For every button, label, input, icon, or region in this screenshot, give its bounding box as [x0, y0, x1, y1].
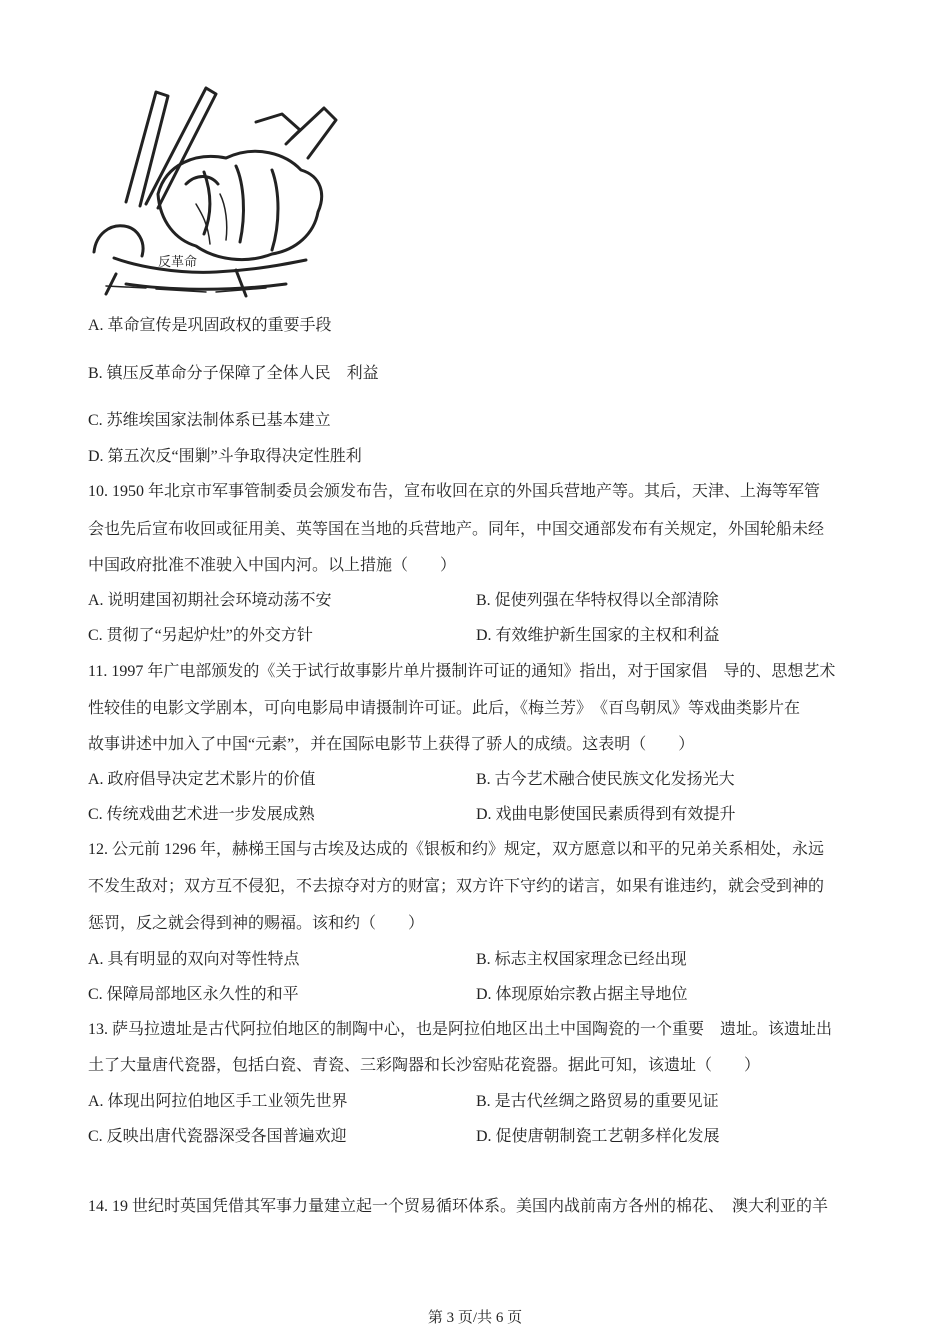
- q11-stem-line: 11. 1997 年广电部颁发的《关于试行故事影片单片摄制许可证的通知》指出，对于国家倡 导的、思想艺术: [88, 663, 836, 680]
- q10-stem-line: 10. 1950 年北京市军事管制委员会颁发布告，宣布收回在京的外国兵营地产等。其后，天津、上海等军管: [88, 483, 821, 500]
- q10-option-c: C. 贯彻了“另起炉灶”的外交方针: [88, 627, 313, 644]
- q13-stem-line: 13. 萨马拉遗址是古代阿拉伯地区的制陶中心，也是阿拉伯地区出土中国陶瓷的一个重要 遗址。该遗址出: [88, 1021, 833, 1038]
- q11-option-c: C. 传统戏曲艺术进一步发展成熟: [88, 806, 315, 823]
- q12-option-a: A. 具有明显的双向对等性特点: [88, 951, 300, 968]
- q12-stem-line: 不发生敌对；双方互不侵犯，不去掠夺对方的财富；双方许下守约的诺言，如果有谁违约，就会受到神的: [88, 878, 825, 895]
- q11-option-d: D. 戏曲电影使国民素质得到有效提升: [476, 806, 736, 823]
- q12-option-c: C. 保障局部地区永久性的和平: [88, 986, 299, 1003]
- q11-stem-line: 性较佳的电影文学剧本，可向电影局申请摄制许可证。此后，《梅兰芳》 《百鸟朝凤》等戏曲类影片在: [88, 700, 801, 717]
- q12-stem-line: 12. 公元前 1296 年，赫梯王国与古埃及达成的《银板和约》规定，双方愿意以和平的兄弟关系相处，永远: [88, 841, 825, 858]
- q12-stem-line: 惩罚，反之就会得到神的赐福。该和约（ ）: [88, 915, 425, 932]
- q12-option-b: B. 标志主权国家理念已经出现: [476, 951, 687, 968]
- q10-option-a: A. 说明建国初期社会环境动荡不安: [88, 592, 332, 609]
- q13-option-b: B. 是古代丝绸之路贸易的重要见证: [476, 1093, 719, 1110]
- q10-option-b: B. 促使列强在华特权得以全部清除: [476, 592, 719, 609]
- q13-stem-line: 土了大量唐代瓷器，包括白瓷、青瓷、三彩陶器和长沙窑贴花瓷器。据此可知，该遗址（ ）: [88, 1057, 761, 1074]
- cartoon-label: 反革命: [158, 254, 198, 269]
- q13-option-c: C. 反映出唐代瓷器深受各国普遍欢迎: [88, 1128, 347, 1145]
- q9-option-a: A. 革命宣传是巩固政权的重要手段: [88, 317, 332, 334]
- cartoon-illustration: [86, 74, 346, 300]
- q13-option-d: D. 促使唐朝制瓷工艺朝多样化发展: [476, 1128, 720, 1145]
- q14-stem-line: 14. 19 世纪时英国凭借其军事力量建立起一个贸易循环体系。美国内战前南方各州的棉花、 澳大利亚的羊: [88, 1198, 829, 1215]
- q11-stem-line: 故事讲述中加入了中国“元素”，并在国际电影节上获得了骄人的成绩。这表明（ ）: [88, 736, 695, 753]
- q13-option-a: A. 体现出阿拉伯地区手工业领先世界: [88, 1093, 348, 1110]
- q11-option-a: A. 政府倡导决定艺术影片的价值: [88, 771, 316, 788]
- page-number: 第 3 页/共 6 页: [427, 1310, 523, 1326]
- q10-stem-line: 会也先后宣布收回或征用美、英等国在当地的兵营地产。同年，中国交通部发布有关规定，外国轮船未经: [88, 521, 825, 538]
- q10-option-d: D. 有效维护新生国家的主权和利益: [476, 627, 720, 644]
- q9-option-c: C. 苏维埃国家法制体系已基本建立: [88, 412, 331, 429]
- q10-stem-line: 中国政府批准不准驶入中国内河。以上措施（ ）: [88, 557, 457, 574]
- q9-option-d: D. 第五次反“围剿”斗争取得决定性胜利: [88, 448, 362, 465]
- q11-option-b: B. 古今艺术融合使民族文化发扬光大: [476, 771, 735, 788]
- q12-option-d: D. 体现原始宗教占据主导地位: [476, 986, 688, 1003]
- q9-option-b: B. 镇压反革命分子保障了全体人民 利益: [88, 365, 379, 382]
